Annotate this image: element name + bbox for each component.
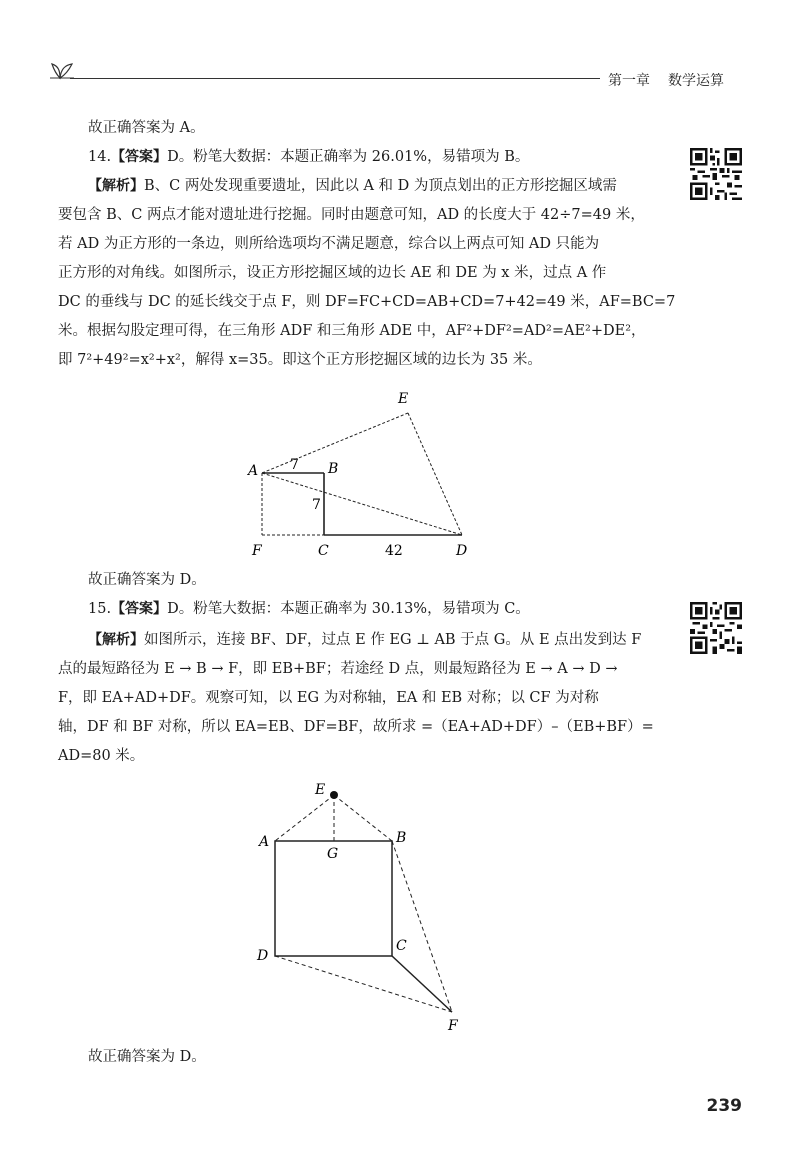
fig2-line-eb [334,795,392,841]
q13-conclusion: 故正确答案为 A。 [88,120,205,136]
q15-figure [245,778,480,1038]
q14-analysis-line-1: 要包含 B、C 两点才能对遗址进行挖掘。同时由题意可知，AD 的长度大于 42÷7=49 米， [58,207,645,223]
fig1-label-f: F [252,543,262,559]
q15-analysis-line-2: F，即 EA+AD+DF。观察可知，以 EG 为对称轴，EA 和 EB 对称；以 CF 为对称 [58,690,599,706]
q15-analysis-tag: 【解析】 [88,632,144,648]
fig2-line-cf [392,956,452,1012]
chapter-header [608,70,724,90]
q14-analysis-line-3: 正方形的对角线。如图所示，设正方形挖掘区域的边长 AE 和 DE 为 x 米，过点 A 作 [58,265,607,281]
fig1-label-b: B [328,461,339,477]
chapter-title: 数学运算 [668,73,724,89]
q14-conclusion-para [58,566,672,595]
q15-analysis [58,626,672,771]
q14-analysis-line-4: DC 的垂线与 DC 的延长线交于点 F，则 DF=FC+CD=AB+CD=7+42=49 米，AF=BC=7 [58,294,676,310]
fig1-label-c: C [318,543,329,559]
fig2-label-f: F [448,1018,458,1034]
q15-conclusion-para [58,1043,672,1072]
q15-answer [58,595,672,624]
q14-analysis [58,172,676,375]
chapter-number: 第一章 [608,73,650,89]
fig2-label-d: D [257,948,269,964]
fig2-label-b: B [396,830,407,846]
fig1-line-ed [408,413,462,535]
q14-figure [240,385,480,560]
q15-answer-tag: 【答案】 [111,601,168,617]
q15-conclusion: 故正确答案为 D。 [88,1049,206,1065]
fig2-label-a: A [259,834,270,850]
q15-number: 15. [88,601,112,617]
q14-conclusion: 故正确答案为 D。 [88,572,206,588]
qr-code-icon[interactable] [690,602,742,654]
fig2-label-c: C [396,938,407,954]
fig2-label-e: E [315,782,326,798]
fig1-line-ad [262,473,462,535]
fig1-label-a: A [248,463,259,479]
qr-code-icon[interactable] [690,148,742,200]
q15-analysis-line-1: 点的最短路径为 E → B → F，即 EB+BF；若途经 D 点，则最短路径为 E → A → D → [58,661,618,677]
q13-conclusion-para [58,114,672,143]
q14-answer-tag: 【答案】 [111,149,168,165]
q14-analysis-line-0: 【解析】B、C 两处发现重要遗址，因此以 A 和 D 为顶点划出的正方形挖掘区域需 [88,178,617,194]
header-rule [70,78,600,79]
fig1-label-cd: 42 [385,543,403,559]
fig1-label-d: D [456,543,468,559]
fig2-line-ea [275,795,334,841]
fig2-point-e [330,791,338,799]
fig2-label-g: G [327,846,339,862]
q14-analysis-line-6: 即 7²+49²=x²+x²，解得 x=35。即这个正方形挖掘区域的边长为 35 米。 [58,352,542,368]
q14-answer [58,143,672,172]
q14-answer-text: D。粉笔大数据：本题正确率为 26.01%，易错项为 B。 [167,149,530,165]
fig1-label-bc: 7 [312,497,321,513]
fig2-line-df [275,956,452,1012]
fig1-label-e: E [398,391,409,407]
page-number: 239 [706,1096,742,1116]
q14-number: 14. [88,149,112,165]
q15-answer-text: D。粉笔大数据：本题正确率为 30.13%，易错项为 C。 [167,601,530,617]
q14-analysis-line-2: 若 AD 为正方形的一条边，则所给选项均不满足题意，综合以上两点可知 AD 只能为 [58,236,600,252]
q15-analysis-line-4: AD=80 米。 [58,748,145,764]
q15-analysis-line-0: 【解析】如图所示，连接 BF、DF，过点 E 作 EG ⊥ AB 于点 G。从 E 点出发到达 F [88,632,642,648]
q14-analysis-tag: 【解析】 [88,178,144,194]
fig1-label-ab: 7 [290,457,299,473]
q14-analysis-line-5: 米。根据勾股定理可得，在三角形 ADF 和三角形 ADE 中，AF²+DF²=AD²=AE²+DE²， [58,323,646,339]
fig2-line-bf [392,841,452,1012]
q15-analysis-line-3: 轴，DF 和 BF 对称，所以 EA=EB、DF=BF，故所求 =（EA+AD+DF）–（EB+BF）= [58,719,654,735]
